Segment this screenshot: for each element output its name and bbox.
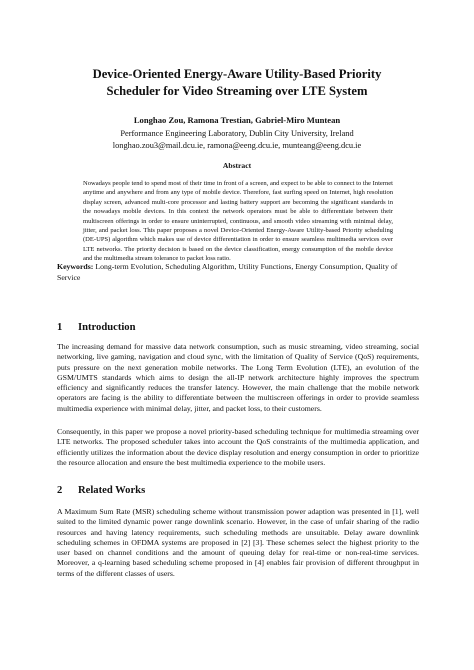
author-emails: longhao.zou3@mail.dcu.ie, ramona@eeng.dcu.ie, munteang@eeng.dcu.ie bbox=[112, 141, 362, 150]
keywords-list: Long-term Evolution, Scheduling Algorithm, Utility Functions, Energy Consumption, Quality of Service bbox=[57, 262, 398, 282]
affiliation: Performance Engineering Laboratory, Dublin City University, Ireland bbox=[120, 129, 354, 138]
section-number: 2 bbox=[57, 485, 63, 496]
related-works-paragraph-1: A Maximum Sum Rate (MSR) scheduling scheme without transmission power adaption was presented in [1], well suited to the limited dynamic power range downlink scenario. However, in the case of unfair sharing of the radio resources and having latency requirements, such scheduling methods are unsuitable. Delay aware downlink scheduling schemes in OFDMA systems are proposed in [2] [3]. These schemes select the highest priority to the user based on channel conditions and the amount of queuing delay for real-time or non-real-time services. Moreover, a q-learning based scheduling scheme proposed in [4] enables fair provision of different throughput in terms of the different classes of users. bbox=[57, 507, 419, 578]
section-title: Related Works bbox=[78, 485, 146, 496]
title-line-1: Device-Oriented Energy-Aware Utility-Based Priority bbox=[92, 67, 382, 81]
section-title: Introduction bbox=[78, 322, 136, 333]
keywords-label: Keywords: bbox=[57, 262, 94, 271]
title-line-2: Scheduler for Video Streaming over LTE System bbox=[106, 84, 368, 98]
section-heading-related-works bbox=[57, 484, 419, 497]
paper-title bbox=[40, 66, 434, 100]
abstract-heading: Abstract bbox=[222, 161, 252, 170]
author-list: Longhao Zou, Ramona Trestian, Gabriel-Miro Muntean bbox=[133, 115, 341, 125]
section-number: 1 bbox=[57, 322, 63, 333]
introduction-paragraph-2: Consequently, in this paper we propose a novel priority-based scheduling technique for multimedia streaming over LTE networks. The proposed scheduler takes into account the QoS constraints of the multimedia application, and efficiently utilizes the information about the device display resolution and energy consumption in order to prioritize the resource allocation and ensure the best multimedia experience to the mobile users. bbox=[57, 427, 419, 467]
introduction-paragraph-1: The increasing demand for massive data network consumption, such as music streaming, video streaming, social networking, live gaming, navigation and cloud sync, with the limitation of Quality of Service (QoS) requirements, puts pressure on the next generation mobile networks. The Long Term Evolution (LTE), an evolution of the GSM/UMTS standards which aims to design the all-IP network architecture highly improves the spectrum efficiency and significantly reduces the transfer latency. However, the main challenge that the mobile network operators are facing is the ability to differentiate between the multiscreen offerings in order to provide seamless multimedia experience with minimal delay, jitter, and packet loss, to their customers. bbox=[57, 342, 419, 413]
abstract-text: Nowadays people tend to spend most of their time in front of a screen, and expect to be able to connect to the Internet anytime and anywhere and from any type of mobile device. Therefore, fast surfing speed on Internet, high resolution display screen, advanced multi-core processor and lasting battery support are becoming the significant standards in the nowadays mobile devices. In this context the network operators must be able to differentiate between their multiscreen offerings in order to ensure uninterrupted, continuous, and smooth video streaming with minimal delay, jitter, and packet loss. This paper proposes a novel Device-Oriented Energy-Aware Utility-based Priority scheduling (DE-UPS) algorithm which makes use of device differentiation in order to ensure seamless multimedia services over LTE networks. The priority decision is based on the device classification, energy consumption of the mobile device and the multimedia stream tolerance to packet loss ratio. bbox=[83, 180, 393, 263]
keywords bbox=[57, 262, 419, 283]
section-heading-introduction bbox=[57, 321, 419, 334]
